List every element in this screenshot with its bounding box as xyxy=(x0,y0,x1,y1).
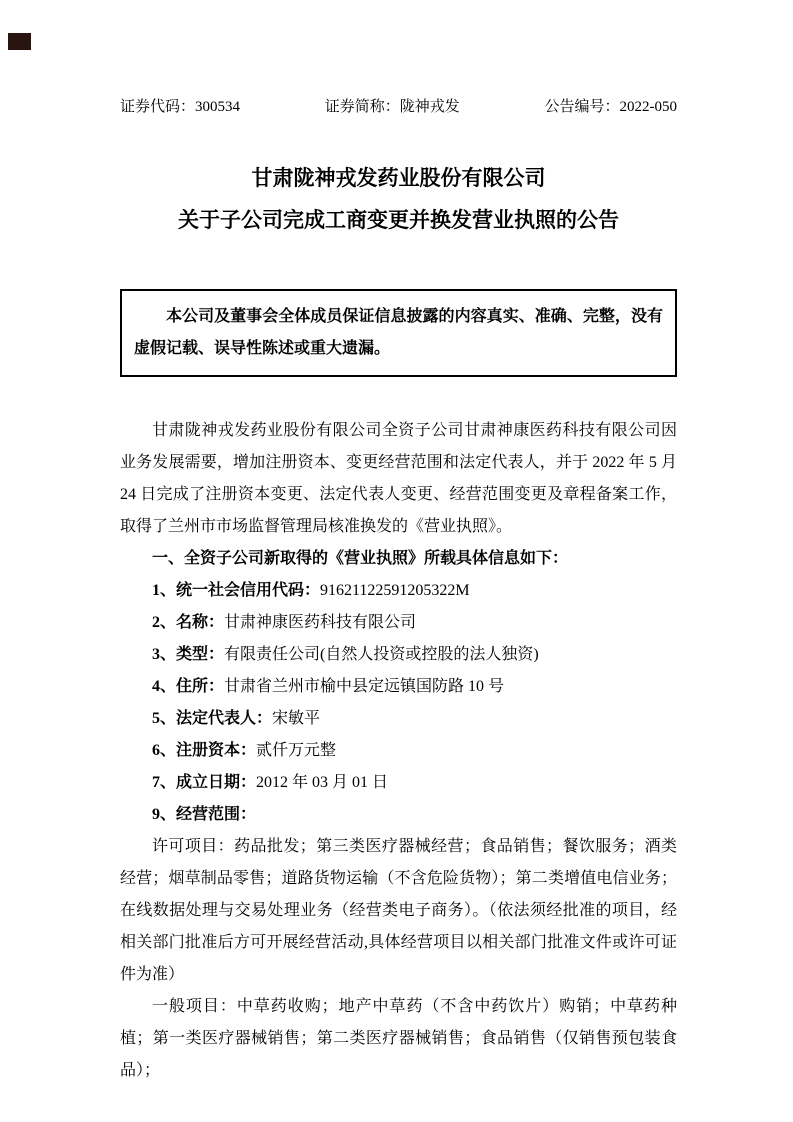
item-label: 1、统一社会信用代码： xyxy=(152,582,321,599)
item-label: 3、类型： xyxy=(152,646,225,663)
section-heading: 一、全资子公司新取得的《营业执照》所载具体信息如下： xyxy=(152,550,569,567)
announcement-number: 公告编号：2022-050 xyxy=(544,99,677,115)
license-item-founding-date xyxy=(120,767,677,799)
scan-corner-artifact xyxy=(8,33,31,50)
license-item-business-scope xyxy=(120,799,677,831)
license-item-legal-rep xyxy=(120,703,677,735)
license-item-type xyxy=(120,639,677,671)
securities-header-row xyxy=(120,97,677,117)
general-projects-paragraph: 一般项目：中草药收购；地产中草药（不含中药饮片）购销；中草药种植；第一类医疗器械销售；第二类医疗器械销售；食品销售（仅销售预包装食品）； xyxy=(120,998,677,1079)
disclosure-notice-box xyxy=(120,289,677,377)
title-line-1: 甘肃陇神戎发药业股份有限公司 xyxy=(251,166,546,190)
item-value: 甘肃省兰州市榆中县定远镇国防路 10 号 xyxy=(224,678,505,695)
stock-code: 证券代码：300534 xyxy=(120,99,241,115)
item-value: 宋敏平 xyxy=(272,710,321,727)
title-line-2: 关于子公司完成工商变更并换发营业执照的公告 xyxy=(178,208,619,232)
document-title xyxy=(120,157,677,241)
page-content xyxy=(120,0,677,1087)
item-label: 4、住所： xyxy=(152,678,225,695)
permitted-projects-paragraph: 许可项目：药品批发；第三类医疗器械经营；食品销售；餐饮服务；酒类经营；烟草制品零售；道路货物运输（不含危险货物）；第二类增值电信业务；在线数据处理与交易处理业务（经营类电子商务）。（依法须经批准的项目，经相关部门批准后方可开展经营活动,具体经营项目以相关部门批准文件或许可证件为准） xyxy=(120,838,677,983)
item-value: 贰仟万元整 xyxy=(256,742,337,759)
disclosure-notice-text: 本公司及董事会全体成员保证信息披露的内容真实、准确、完整，没有虚假记载、误导性陈述或重大遗漏。 xyxy=(134,308,663,357)
item-label: 5、法定代表人： xyxy=(152,710,273,727)
license-item-credit-code xyxy=(120,575,677,607)
license-item-capital xyxy=(120,735,677,767)
intro-paragraph: 甘肃陇神戎发药业股份有限公司全资子公司甘肃神康医药科技有限公司因业务发展需要，增加注册资本、变更经营范围和法定代表人，并于 2022 年 5 月 24 日完成了注册资本变更、法定代表人变更、经营范围变更及章程备案工作，取得了兰州市市场监督管理局核准换发的《营业执照》。 xyxy=(120,422,677,535)
item-label: 7、成立日期： xyxy=(152,774,257,791)
item-value: 2012 年 03 月 01 日 xyxy=(256,774,389,791)
item-value: 91621122591205322M xyxy=(320,582,470,599)
license-item-address xyxy=(120,671,677,703)
document-body xyxy=(120,415,677,1087)
item-value: 有限责任公司(自然人投资或控股的法人独资) xyxy=(224,646,539,663)
item-value: 甘肃神康医药科技有限公司 xyxy=(224,614,417,631)
item-label: 6、注册资本： xyxy=(152,742,257,759)
stock-abbr: 证券简称：陇神戎发 xyxy=(324,99,460,115)
item-label: 9、经营范围： xyxy=(152,806,257,823)
license-item-name xyxy=(120,607,677,639)
item-label: 2、名称： xyxy=(152,614,225,631)
